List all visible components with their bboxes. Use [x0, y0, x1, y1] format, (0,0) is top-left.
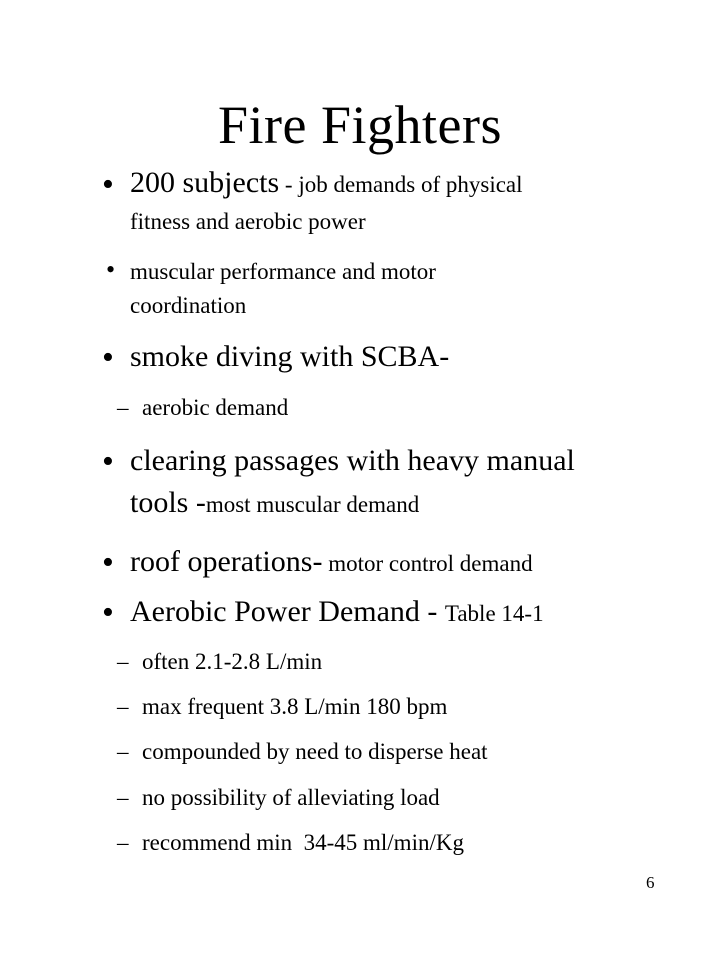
sub-text-aerobic: recommend min 34-45 ml/min/Kg: [142, 830, 464, 855]
sub-text-aerobic: often 2.1-2.8 L/min: [142, 649, 323, 674]
sub-text-aerobic: max frequent 3.8 L/min 180 bpm: [142, 694, 448, 719]
bullet-icon: •: [102, 166, 114, 203]
dash-icon: –: [117, 830, 129, 855]
clearing-rest-text: most muscular demand: [205, 492, 420, 517]
bullet-icon: •: [106, 255, 116, 284]
bullet-text-clearing-line2: [130, 488, 419, 518]
bullet-text-roof: [130, 547, 533, 577]
sub-text-smoke: aerobic demand: [142, 395, 289, 420]
dash-icon: –: [117, 694, 129, 719]
subjects-main-text: 200 subjects: [130, 166, 280, 199]
roof-rest-text: motor control demand: [322, 551, 533, 576]
bullet-text-subjects-line2: fitness and aerobic power: [130, 209, 366, 234]
bullet-text-subjects-line1: [130, 168, 523, 198]
bullet-text-muscular-line2: coordination: [130, 293, 247, 318]
bullet-text-clearing-line1: clearing passages with heavy manual: [130, 444, 575, 477]
bullet-text-smoke: smoke diving with SCBA-: [130, 340, 450, 373]
dash-icon: –: [117, 739, 129, 764]
sub-text-aerobic: compounded by need to disperse heat: [142, 739, 488, 764]
bullet-icon: •: [102, 544, 114, 581]
aerobic-main-text: Aerobic Power Demand -: [130, 595, 445, 628]
dash-icon: –: [117, 649, 129, 674]
bullet-icon: •: [102, 594, 114, 631]
subjects-rest-text: - job demands of physical: [279, 172, 523, 197]
bullet-icon: •: [102, 443, 114, 480]
dash-icon: –: [117, 785, 129, 810]
aerobic-rest-text: Table 14-1: [444, 601, 544, 626]
bullet-text-muscular-line1: muscular performance and motor: [130, 259, 436, 284]
bullet-text-aerobic: [130, 597, 544, 627]
clearing-main-text: tools -: [130, 486, 206, 519]
dash-icon: –: [117, 395, 129, 420]
bullet-icon: •: [102, 339, 114, 376]
slide-title: Fire Fighters: [218, 95, 502, 155]
sub-text-aerobic: no possibility of alleviating load: [142, 785, 440, 810]
page-number: 6: [646, 873, 655, 892]
roof-main-text: roof operations-: [130, 545, 323, 578]
